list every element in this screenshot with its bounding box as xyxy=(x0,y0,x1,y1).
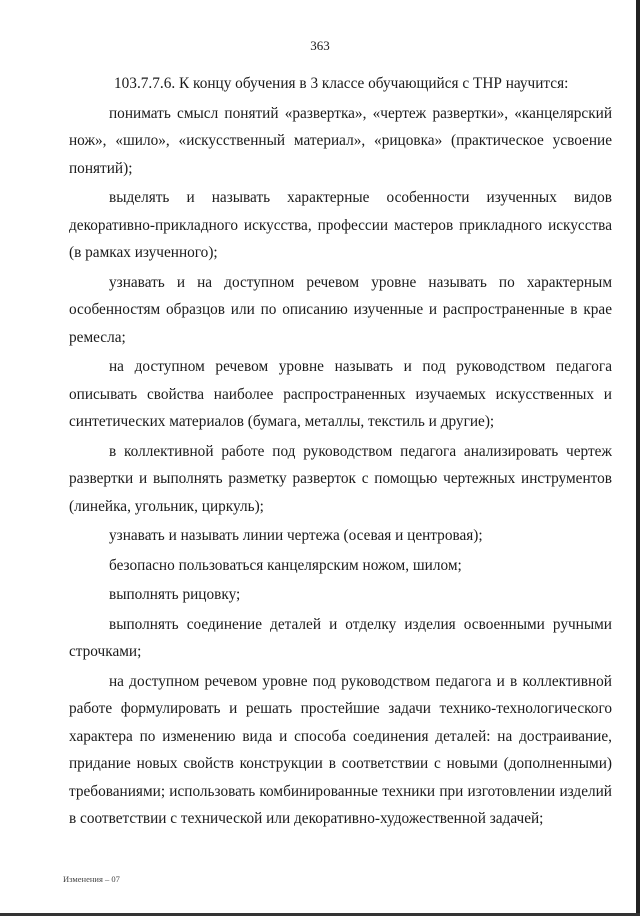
page-number: 363 xyxy=(310,38,330,53)
paragraph: выделять и называть характерные особенности изученных видов декоративно-прикладного искусства, профессии мастеров прикладного искусства (в рамках изученного); xyxy=(69,189,612,261)
footer-note: Изменения – 07 xyxy=(63,874,120,884)
paragraph: безопасно пользоваться канцелярским ножом, шилом; xyxy=(109,556,462,574)
paragraph: узнавать и на доступном речевом уровне называть по характерным особенностям образцов или по описанию изученные и распространенные в крае ремесла; xyxy=(69,273,612,346)
scan-edge-right xyxy=(636,0,640,916)
paragraph: в коллективной работе под руководством педагога анализировать чертеж развертки и выполнять разметку разверток с помощью чертежных инструментов (линейка, угольник, циркуль); xyxy=(69,442,612,515)
paragraph: понимать смысл понятий «развертка», «чертеж развертки», «канцелярский нож», «шило», «искусственный материал», «рицовка» (практическое усвоение понятий); xyxy=(69,104,612,177)
paragraph: узнавать и называть линии чертежа (осевая и центровая); xyxy=(109,527,483,544)
paragraph: на доступном речевом уровне под руководством педагога и в коллективной работе формулировать и решать простейшие задачи технико-технологического характера по изменению вида и способа соединения деталей: на достраивание, придание новых свойств конструкции в соответствии с новыми (дополненными) требованиями; использовать комбинированные техники при изготовлении изделий в соответствии с технической или декоративно-художественной задачей; xyxy=(69,672,612,827)
section-heading: 103.7.7.6. К концу обучения в 3 классе обучающийся с ТНР научится: xyxy=(114,75,569,92)
paragraph: выполнять рицовку; xyxy=(109,586,241,603)
paragraph: на доступном речевом уровне называть и под руководством педагога описывать свойства наиболее распространенных изучаемых искусственных и синтетических материалов (бумага, металлы, текстиль и другие); xyxy=(69,358,612,430)
paragraph: выполнять соединение деталей и отделку изделия освоенными ручными строчками; xyxy=(69,615,612,660)
document-body xyxy=(69,70,612,835)
